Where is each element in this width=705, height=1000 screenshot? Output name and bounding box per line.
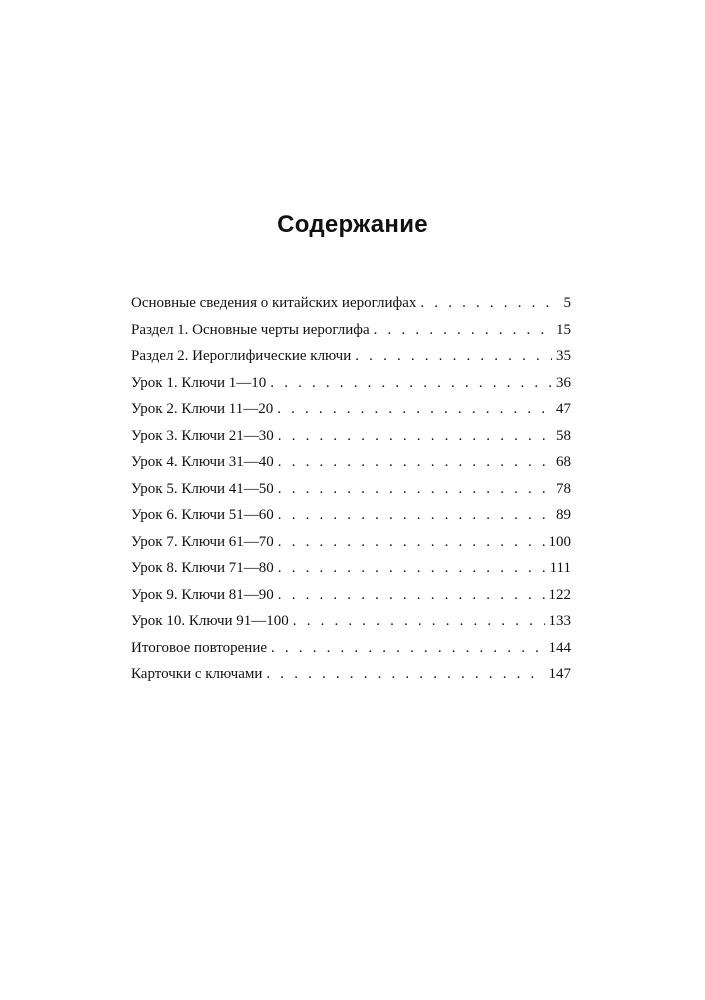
- toc-entry-label: Урок 8. Ключи 71—80: [131, 560, 274, 576]
- toc-entry: [131, 396, 571, 423]
- toc-entry-label: Урок 6. Ключи 51—60: [131, 507, 274, 523]
- toc-entry: [131, 555, 571, 582]
- toc-entry-label: Урок 5. Ключи 41—50: [131, 480, 274, 497]
- toc-entry-page: 100: [548, 533, 571, 550]
- toc-entry-page: 35: [556, 348, 571, 364]
- toc-entry: [131, 290, 571, 317]
- toc-dot-leader: [270, 370, 552, 397]
- toc-entry: [131, 608, 571, 635]
- toc-entry-label: Итоговое повторение: [131, 639, 268, 656]
- toc-dot-leader: [278, 476, 552, 503]
- toc-entry-page: 5: [563, 295, 571, 311]
- toc-entry: [131, 661, 571, 688]
- toc-entry-page: 58: [556, 427, 571, 444]
- toc-dot-leader: [278, 555, 546, 582]
- toc-dot-leader: [277, 396, 552, 423]
- toc-entry-page: 36: [556, 374, 571, 391]
- toc-dot-leader: [278, 502, 552, 529]
- toc-entry-page: 78: [556, 480, 571, 497]
- toc-entry-page: 15: [556, 321, 571, 338]
- toc-entry-label: Раздел 1. Основные черты иероглифа: [131, 321, 370, 338]
- toc-entry: [131, 343, 571, 370]
- toc-dot-leader: [278, 529, 545, 556]
- toc-entry-label: Урок 3. Ключи 21—30: [131, 427, 274, 444]
- toc-entry: [131, 635, 571, 662]
- toc-dot-leader: [355, 343, 552, 370]
- toc-entry-label: Карточки с ключами: [131, 666, 263, 682]
- toc-entry-label: Урок 7. Ключи 61—70: [131, 533, 274, 550]
- toc-entry-label: Раздел 2. Иероглифические ключи: [131, 348, 352, 364]
- toc-dot-leader: [278, 582, 545, 609]
- toc-entry: [131, 449, 571, 476]
- table-of-contents: [131, 290, 571, 688]
- toc-entry-page: 111: [549, 560, 571, 576]
- toc-entry-page: 47: [556, 401, 571, 417]
- toc-entry: [131, 423, 571, 450]
- toc-entry: [131, 502, 571, 529]
- toc-dot-leader: [420, 290, 559, 317]
- toc-entry-label: Урок 2. Ключи 11—20: [131, 401, 274, 417]
- toc-entry: [131, 370, 571, 397]
- toc-entry-page: 68: [556, 454, 571, 470]
- page-title: Содержание: [277, 211, 428, 238]
- toc-dot-leader: [278, 423, 552, 450]
- toc-dot-leader: [266, 661, 544, 688]
- toc-entry-label: Урок 1. Ключи 1—10: [131, 374, 267, 391]
- toc-entry: [131, 529, 571, 556]
- toc-dot-leader: [374, 317, 552, 344]
- toc-entry-label: Урок 10. Ключи 91—100: [131, 613, 289, 629]
- toc-entry-page: 144: [548, 639, 571, 656]
- toc-dot-leader: [278, 449, 552, 476]
- toc-entry: [131, 317, 571, 344]
- toc-entry: [131, 476, 571, 503]
- toc-entry-page: 147: [548, 666, 571, 682]
- toc-entry-page: 122: [548, 586, 571, 603]
- toc-entry-label: Урок 4. Ключи 31—40: [131, 454, 274, 470]
- toc-entry: [131, 582, 571, 609]
- toc-dot-leader: [293, 608, 545, 635]
- toc-entry-page: 89: [556, 507, 571, 523]
- toc-entry-label: Урок 9. Ключи 81—90: [131, 586, 274, 603]
- toc-entry-page: 133: [548, 613, 571, 629]
- toc-dot-leader: [271, 635, 544, 662]
- toc-entry-label: Основные сведения о китайских иероглифах: [131, 295, 417, 311]
